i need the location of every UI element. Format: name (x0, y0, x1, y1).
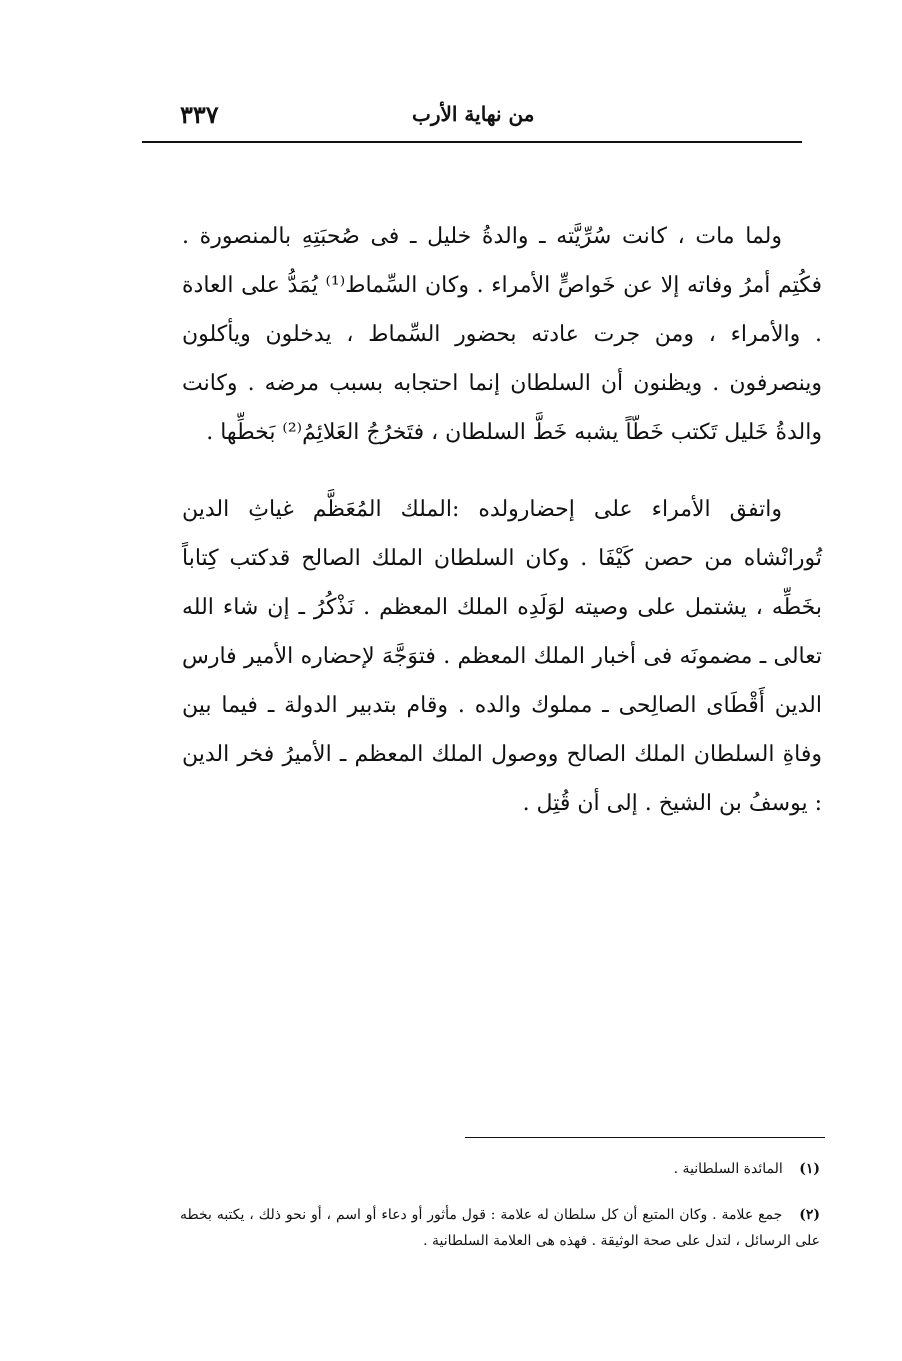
page-number: ٣٣٧ (180, 100, 219, 129)
footnote-text: جمع علامة . وكان المتبع أن كل سلطان له علامة : قول مأثور أو دعاء أو اسم ، أو نحو ذلك ، يكتبه بخطه على الرسائل ، لتدل على صحة الوثيقة . فهذه هى العلامة السلطانية . (180, 1207, 820, 1249)
header-divider (142, 141, 802, 143)
body-text (182, 212, 822, 828)
page-header (142, 96, 802, 136)
footnote-marker: (١) (799, 1161, 820, 1177)
running-title: من نهاية الأرب (412, 102, 535, 126)
paragraph-1: ولما مات ، كانت سُرِّيَّته ـ والدةُ خليل ـ فى صُحبَتِهِ بالمنصورة . فكُتِم أمرُ وفاته إلا عن خَواصٍّ الأمراء . وكان السِّماط⁽¹⁾ يُمَدُّ على العادة . والأمراء ، ومن جرت عادته بحضور السِّماط ، يدخلون ويأكلون وينصرفون . ويظنون أن السلطان إنما احتجابه بسبب مرضه . وكانت والدةُ خَليل تَكتب خَطّاً يشبه خَطَّ السلطان ، فتَخرُجُ العَلائِمُ⁽²⁾ بَخطِّها . (182, 224, 822, 445)
footnote-divider (465, 1137, 825, 1138)
footnote-2 (180, 1202, 820, 1254)
footnote-text: المائدة السلطانية . (673, 1161, 783, 1177)
footnotes (180, 1156, 820, 1274)
footnote-1 (180, 1156, 820, 1182)
paragraph-2: واتفق الأمراء على إحضارولده :الملك المُعَظَّم غياثِ الدين تُورانْشاه من حصن كَيْفَا . وكان السلطان الملك الصالح قدكتب كِتاباً بخَطِّه ، يشتمل على وصيته لوَلَدِه الملك المعظم . نَذْكُرُ ـ إن شاء الله تعالى ـ مضمونَه فى أخبار الملك المعظم . فتوَجَّهَ لإحضاره الأمير فارس الدين أَقْطَاى الصالِحى ـ مملوك والده . وقام بتدبير الدولة ـ فيما بين وفاةِ السلطان الملك الصالح ووصول الملك المعظم ـ الأميرُ فخر الدين : يوسفُ بن الشيخ . إلى أن قُتِل . (182, 497, 822, 816)
footnote-marker: (٢) (799, 1207, 820, 1223)
